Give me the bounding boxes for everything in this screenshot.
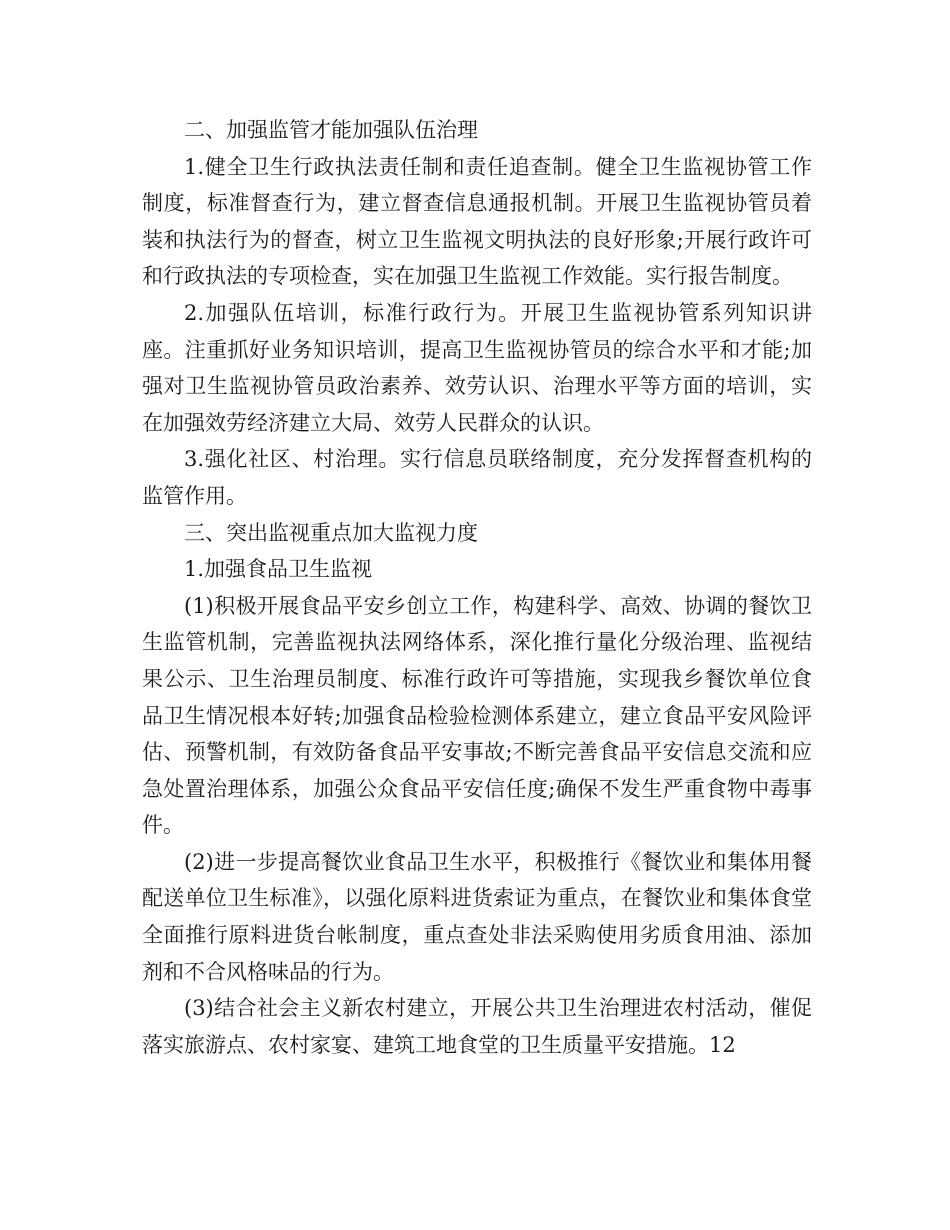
subsection-heading-3-1: 1.加强食品卫生监视 (184, 557, 373, 582)
paragraph-2-3: 3.强化社区、村治理。实行信息员联络制度，充分发挥督查机构的监管作用。 (142, 447, 812, 508)
document-body (142, 112, 812, 1063)
paragraph-3-1-1: (1)积极开展食品平安乡创立工作，构建科学、高效、协调的餐饮卫生监管机制，完善监视执法网络体系，深化推行量化分级治理、监视结果公示、卫生治理员制度、标准行政许可等措施，实现我乡餐饮单位食品卫生情况根本好转;加强食品检验检测体系建立，建立食品平安风险评估、预警机制，有效防备食品平安事故;不断完善食品平安信息交流和应急处置治理体系，加强公众食品平安信任度;确保不发生严重食物中毒事件。 (142, 593, 812, 838)
paragraph-3-1-2: (2)进一步提高餐饮业食品卫生水平，积极推行《餐饮业和集体用餐配送单位卫生标准》，以强化原料进货索证为重点，在餐饮业和集体食堂全面推行原料进货台帐制度，重点查处非法采购使用劣质食用油、添加剂和不合风格味品的行为。 (142, 849, 812, 984)
paragraph-3-1-3: (3)结合社会主义新农村建立，开展公共卫生治理进农村活动，催促落实旅游点、农村家宴、建筑工地食堂的卫生质量平安措施。12 (142, 996, 812, 1057)
section-heading-2: 二、加强监管才能加强队伍治理 (184, 118, 478, 142)
paragraph-2-1: 1.健全卫生行政执法责任制和责任追查制。健全卫生监视协管工作制度，标准督查行为，建立督查信息通报机制。开展卫生监视协管员着装和执法行为的督查，树立卫生监视文明执法的良好形象;开展行政许可和行政执法的专项检查，实在加强卫生监视工作效能。实行报告制度。 (142, 154, 812, 289)
section-heading-3: 三、突出监视重点加大监视力度 (184, 520, 478, 545)
paragraph-2-2: 2.加强队伍培训，标准行政行为。开展卫生监视协管系列知识讲座。注重抓好业务知识培训，提高卫生监视协管员的综合水平和才能;加强对卫生监视协管员政治素养、效劳认识、治理水平等方面的培训，实在加强效劳经济建立大局、效劳人民群众的认识。 (142, 300, 812, 435)
